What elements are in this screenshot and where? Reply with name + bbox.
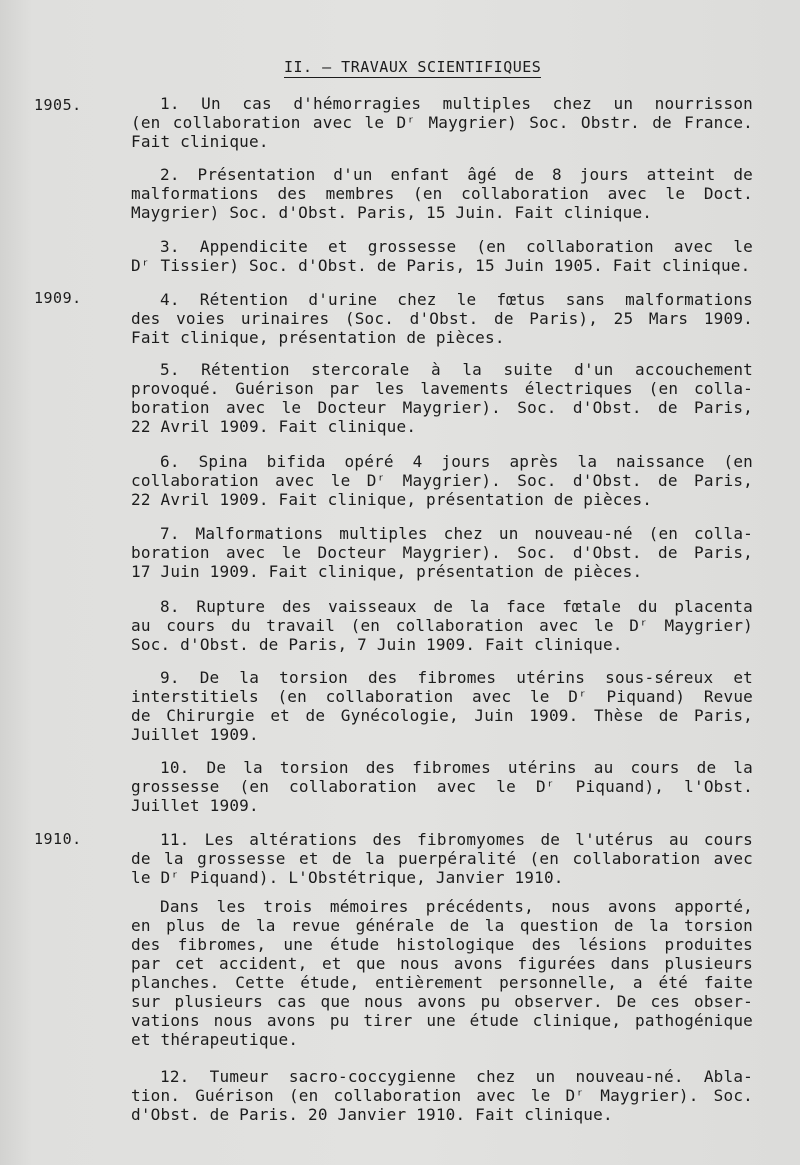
year-1909: 1909. [34,289,82,307]
entry-line: vations nous avons pu tirer une étude clinique, pathogénique [131,1011,753,1030]
entry-line: Fait clinique, présentation de pièces. [131,328,505,347]
entry-line: Juillet 1909. [131,796,259,815]
entry-line: 5. Rétention stercorale à la suite d'un accouchement [160,360,753,379]
entry-line: 2. Présentation d'un enfant âgé de 8 jours atteint de [160,165,753,184]
entry-line: et thérapeutique. [131,1030,299,1049]
entry-line: des fibromes, une étude histologique des lésions produites [131,935,753,954]
entry-line: Dʳ Tissier) Soc. d'Obst. de Paris, 15 Juin 1905. Fait clinique. [131,256,751,275]
entry-line: 10. De la torsion des fibromes utérins au cours de la [160,758,753,777]
entry-line: planches. Cette étude, entièrement personnelle, a été faite [131,973,753,992]
entry-line: 12. Tumeur sacro-coccygienne chez un nouveau-né. Abla- [160,1067,753,1086]
year-1910: 1910. [34,830,82,848]
entry-4 [131,290,753,347]
entry-line: 4. Rétention d'urine chez le fœtus sans malformations [160,290,753,309]
entry-line: 22 Avril 1909. Fait clinique. [131,417,417,436]
entry-6 [131,452,753,509]
entry-line: 8. Rupture des vaisseaux de la face fœtale du placenta [160,597,753,616]
section-title: II. — TRAVAUX SCIENTIFIQUES [284,58,542,76]
entry-line: Maygrier) Soc. d'Obst. Paris, 15 Juin. Fait clinique. [131,203,653,222]
entry-line: au cours du travail (en collaboration avec le Dʳ Maygrier) [131,616,753,635]
entry-line: collaboration avec le Dʳ Maygrier). Soc. d'Obst. de Paris, [131,471,753,490]
entry-line: par cet accident, et que nous avons figurées dans plusieurs [131,954,753,973]
entry-line: des voies urinaires (Soc. d'Obst. de Paris), 25 Mars 1909. [131,309,753,328]
entry-line: en plus de la revue générale de la question de la torsion [131,916,753,935]
entry-5 [131,360,753,436]
entry-line: 22 Avril 1909. Fait clinique, présentation de pièces. [131,490,653,509]
entry-line: 9. De la torsion des fibromes utérins sous-séreux et [160,668,753,687]
entry-line: grossesse (en collaboration avec le Dʳ Piquand), l'Obst. [131,777,753,796]
entry-line: boration avec le Docteur Maygrier). Soc. d'Obst. de Paris, [131,398,753,417]
entry-line: 3. Appendicite et grossesse (en collaboration avec le [160,237,753,256]
entry-3 [131,237,753,275]
entry-line: interstitiels (en collaboration avec le Dʳ Piquand) Revue [131,687,753,706]
entry-line: 1. Un cas d'hémorragies multiples chez un nourrisson [160,94,753,113]
entry-line: malformations des membres (en collaboration avec le Doct. [131,184,753,203]
entry-2 [131,165,753,222]
entry-line: le Dʳ Piquand). L'Obstétrique, Janvier 1910. [131,868,564,887]
year-1905: 1905. [34,96,82,114]
entry-line: de Chirurgie et de Gynécologie, Juin 1909. Thèse de Paris, [131,706,753,725]
entry-line: 7. Malformations multiples chez un nouveau-né (en colla- [160,524,753,543]
entry-line: Fait clinique. [131,132,269,151]
entry-7 [131,524,753,581]
entry-line: Dans les trois mémoires précédents, nous avons apporté, [160,897,753,916]
entry-11 [131,830,753,887]
entry-line: de la grossesse et de la puerpéralité (en collaboration avec [131,849,753,868]
entry-line: boration avec le Docteur Maygrier). Soc. d'Obst. de Paris, [131,543,753,562]
entry-line: (en collaboration avec le Dʳ Maygrier) Soc. Obstr. de France. [131,113,753,132]
entry-line: d'Obst. de Paris. 20 Janvier 1910. Fait clinique. [131,1105,613,1124]
entry-12 [131,897,753,1049]
entry-8 [131,597,753,654]
entry-1 [131,94,753,151]
entry-line: 11. Les altérations des fibromyomes de l'utérus au cours [160,830,753,849]
entry-line: provoqué. Guérison par les lavements électriques (en colla- [131,379,753,398]
entry-13 [131,1067,753,1124]
entry-line: Juillet 1909. [131,725,259,744]
entry-10 [131,758,753,815]
entry-line: 17 Juin 1909. Fait clinique, présentation de pièces. [131,562,643,581]
entry-line: tion. Guérison (en collaboration avec le Dʳ Maygrier). Soc. [131,1086,753,1105]
entry-line: sur plusieurs cas que nous avons pu observer. De ces obser- [131,992,753,1011]
entry-9 [131,668,753,744]
entry-line: 6. Spina bifida opéré 4 jours après la naissance (en [160,452,753,471]
entry-line: Soc. d'Obst. de Paris, 7 Juin 1909. Fait clinique. [131,635,623,654]
